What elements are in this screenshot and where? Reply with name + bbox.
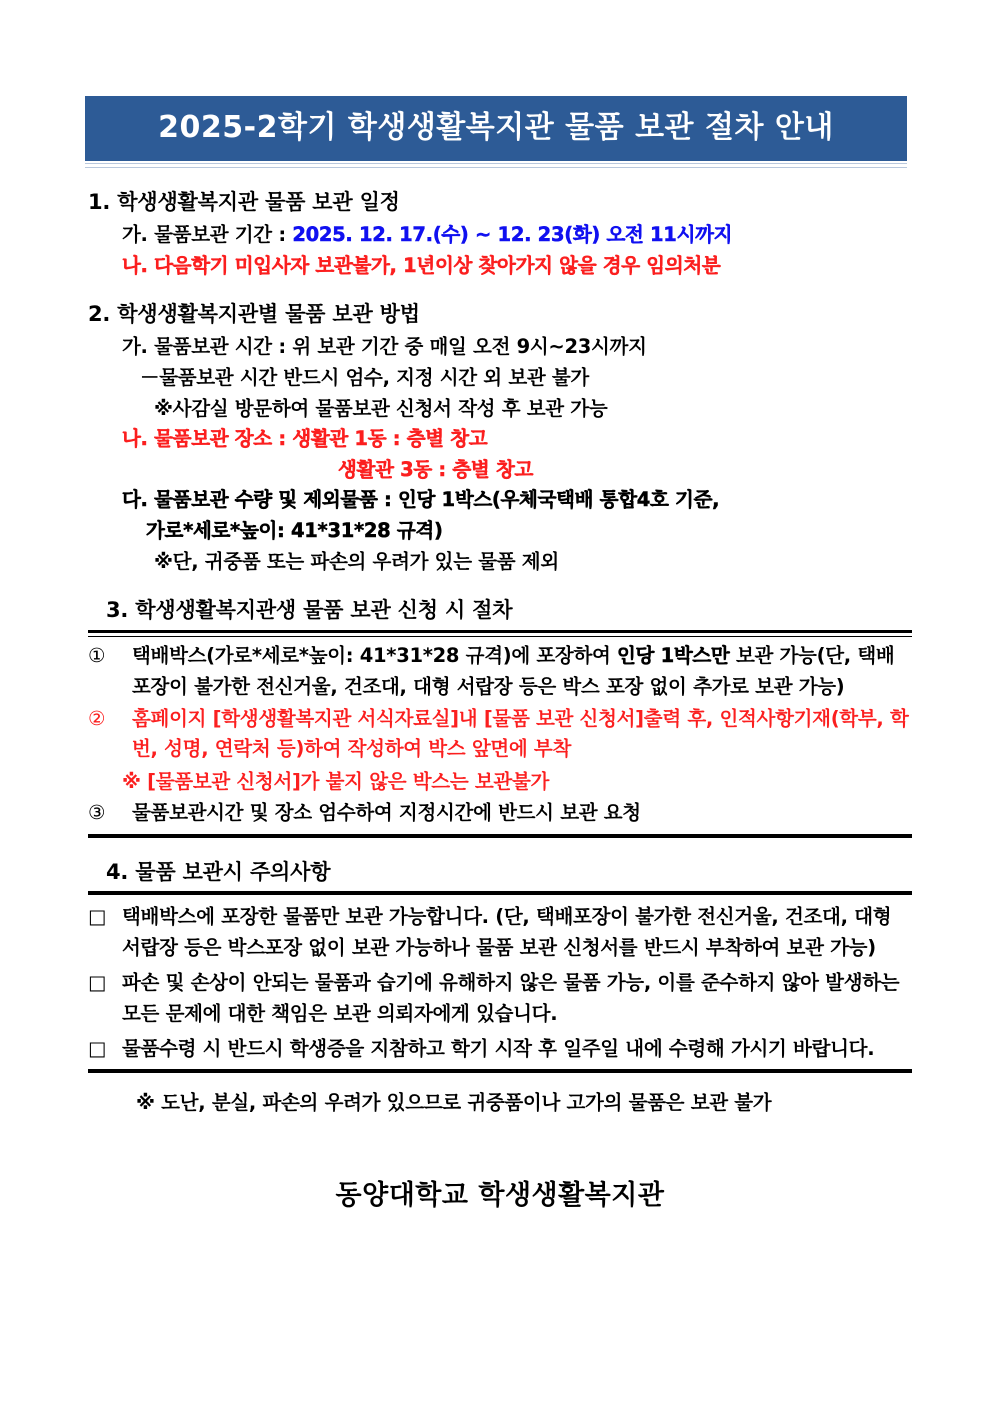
section-4-item-1	[88, 901, 912, 964]
section-4-item-2-text: 파손 및 손상이 안되는 물품과 습기에 유해하지 않은 물품 가능, 이를 준수하지 않아 발생하는 모든 문제에 대한 책임은 보관 의뢰자에게 있습니다.	[122, 970, 900, 1026]
section-3-item-1	[88, 641, 912, 702]
checkbox-square-icon: □	[88, 904, 107, 928]
section-2-item-c-line-2: 가로*세로*높이: 41*31*28 규격)	[146, 519, 443, 542]
section-3-item-1-text-part-1: 택배박스(가로*세로*높이: 41*31*28 규격)에 포장하여	[132, 644, 618, 668]
section-2-item-c-note: ※단, 귀중품 또는 파손의 우려가 있는 물품 제외	[154, 549, 559, 573]
section-1-item-a-label: 가. 물품보관 기간 :	[122, 223, 293, 246]
section-1-item-b: 나. 다음학기 미입사자 보관불가, 1년이상 찾아가지 않을 경우 임의처분	[122, 253, 721, 277]
section-2-heading: 2. 학생생활복지관별 물품 보관 방법	[88, 302, 420, 327]
section-4-item-3	[88, 1033, 912, 1065]
section-3-item-2-text: 홈페이지 [학생생활복지관 서식자료실]내 [물품 보관 신청서]출력 후, 인적사항기재(학부, 학번, 성명, 연락처 등)하여 작성하여 박스 앞면에 부착	[132, 707, 909, 761]
section-3-heading: 3. 학생생활복지관생 물품 보관 신청 시 절차	[106, 598, 513, 623]
section-4-list	[88, 901, 912, 1065]
section-3-item-1-emphasis: 인당 1박스만	[617, 644, 730, 668]
section-4-item-2	[88, 967, 912, 1030]
section-1-item-a	[88, 220, 912, 250]
section-1-heading: 1. 학생생활복지관 물품 보관 일정	[88, 190, 400, 214]
section-2-item-a-sub-2: ※사감실 방문하여 물품보관 신청서 작성 후 보관 가능	[154, 396, 608, 420]
checkbox-square-icon: □	[88, 970, 107, 994]
section-3-sub-note: ※ [물품보관 신청서]가 붙지 않은 박스는 보관불가	[122, 769, 550, 793]
section-4-top-divider	[88, 891, 912, 895]
section-3-item-3-text: 물품보관시간 및 장소 엄수하여 지정시간에 반드시 보관 요청	[132, 801, 641, 825]
section-3-top-divider	[88, 630, 912, 637]
footer-caution-note: ※ 도난, 분실, 파손의 우려가 있으므로 귀중품이나 고가의 물품은 보관 불가	[136, 1091, 772, 1115]
document-body	[88, 186, 912, 1212]
section-2-item-c-line-1: 다. 물품보관 수량 및 제외물품 : 인당 1박스(우체국택배 통합4호 기준,	[122, 488, 720, 512]
section-3-bottom-divider	[88, 834, 912, 838]
issuing-organization: 동양대학교 학생생활복지관	[335, 1180, 665, 1212]
section-4-item-1-text: 택배박스에 포장한 물품만 보관 가능합니다. (단, 택배포장이 불가한 전신거울, 건조대, 대형 서랍장 등은 박스포장 없이 보관 가능하나 물품 보관 신청서를 반드시 부착하여 보관 가능)	[122, 904, 892, 960]
section-4-heading: 4. 물품 보관시 주의사항	[106, 859, 331, 884]
section-3-item-3	[88, 798, 912, 828]
section-4-item-3-text: 물품수령 시 반드시 학생증을 지참하고 학기 시작 후 일주일 내에 수령해 가시기 바랍니다.	[122, 1036, 875, 1060]
section-3-item-2	[88, 704, 912, 765]
circled-number-3-icon: ③	[88, 801, 106, 825]
section-2-item-a: 가. 물품보관 시간 : 위 보관 기간 중 매일 오전 9시~23시까지	[122, 335, 647, 359]
checkbox-square-icon: □	[88, 1036, 107, 1060]
section-3-list	[88, 641, 912, 828]
title-banner-wrapper	[85, 96, 907, 168]
footer-top-divider	[88, 1069, 912, 1073]
section-2-item-b-line-1: 나. 물품보관 장소 : 생활관 1동 : 층별 창고	[122, 427, 488, 451]
section-2-item-b-line-2: 생활관 3동 : 층별 창고	[338, 457, 534, 481]
section-3-item-1-text-part-2: 보관 가능(단, 택배포장이 불가한 전신거울, 건조대, 대형 서랍장 등은 박스 포장 없이 추가로 보관 가능)	[132, 644, 895, 698]
section-2-item-a-sub-1: －물품보관 시간 반드시 엄수, 지정 시간 외 보관 불가	[140, 365, 589, 389]
page-title: 2025-2학기 학생생활복지관 물품 보관 절차 안내	[85, 96, 907, 161]
title-underline-divider	[85, 163, 907, 168]
circled-number-2-icon: ②	[88, 707, 106, 731]
storage-period-value: 2025. 12. 17.(수) ~ 12. 23(화) 오전 11시까지	[292, 223, 733, 246]
circled-number-1-icon: ①	[88, 644, 106, 668]
